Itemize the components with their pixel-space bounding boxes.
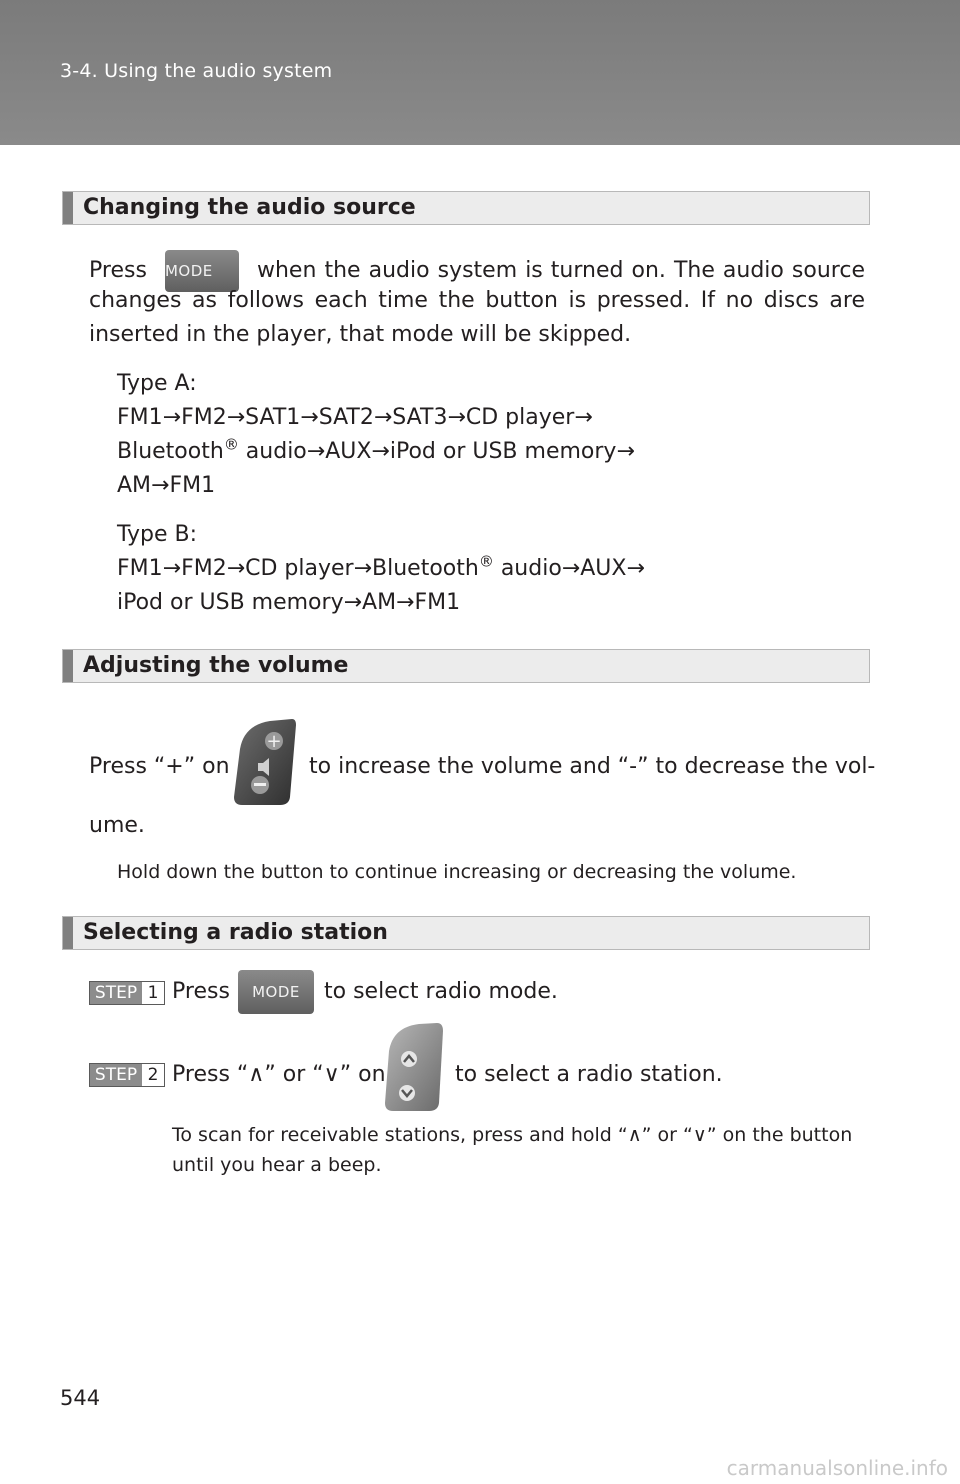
section-accent <box>63 650 73 682</box>
registered-mark: ® <box>223 435 239 454</box>
svg-text:+: + <box>266 731 282 752</box>
step-number: 2 <box>142 1064 164 1086</box>
type-a-sequence-line-1: FM1→FM2→SAT1→SAT2→SAT3→CD player→ <box>117 405 593 430</box>
seek-switch-icon <box>383 1023 445 1113</box>
watermark: carmanualsonline.info <box>726 1456 948 1480</box>
text-sequence: audio→AUX→ <box>493 556 645 581</box>
mode-button-icon: MODE <box>238 970 314 1014</box>
type-b-label: Type B: <box>117 522 198 547</box>
volume-text-line-2: ume. <box>89 813 145 838</box>
type-b-sequence-line-1 <box>117 552 645 586</box>
section-accent <box>63 917 73 949</box>
paragraph-line-3: inserted in the player, that mode will be skipped. <box>89 322 632 347</box>
volume-note: Hold down the button to continue increasing or decreasing the volume. <box>117 861 797 883</box>
header-title: 3-4. Using the audio system <box>60 60 333 82</box>
station-note-line-2: until you hear a beep. <box>172 1154 382 1176</box>
step-2-badge <box>89 1063 165 1087</box>
text-after-mode: when the audio system is turned on. The audio source <box>257 258 865 283</box>
section-heading-label: Selecting a radio station <box>83 920 388 945</box>
step-2-text-before: Press “∧” or “∨” on <box>172 1062 386 1087</box>
station-note-line-1: To scan for receivable stations, press and hold “∧” or “∨” on the button <box>172 1124 853 1146</box>
step-1-text-after: to select radio mode. <box>324 979 558 1004</box>
step-2-text-after: to select a radio station. <box>455 1062 723 1087</box>
paragraph-line-2: changes as follows each time the button is pressed. If no discs are <box>89 288 865 313</box>
volume-switch-icon <box>230 719 298 807</box>
type-a-label: Type A: <box>117 371 197 396</box>
step-1-text-before: Press <box>172 979 230 1004</box>
type-b-sequence-line-2: iPod or USB memory→AM→FM1 <box>117 590 461 615</box>
page-number: 544 <box>60 1386 101 1410</box>
section-heading-label: Adjusting the volume <box>83 653 349 678</box>
text-sequence: audio→AUX→iPod or USB memory→ <box>238 439 635 464</box>
section-heading-label: Changing the audio source <box>83 195 416 220</box>
page-header <box>0 0 960 145</box>
registered-mark: ® <box>478 552 494 571</box>
text-bluetooth: Bluetooth <box>117 439 224 464</box>
step-1-badge <box>89 981 165 1005</box>
volume-text-after: to increase the volume and “-” to decrease the vol- <box>309 754 876 779</box>
step-number: 1 <box>142 982 164 1004</box>
text-press: Press <box>89 258 147 283</box>
section-heading-changing-audio-source <box>62 191 870 225</box>
type-a-sequence-line-2 <box>117 435 635 469</box>
text-sequence: FM1→FM2→CD player→Bluetooth <box>117 556 479 581</box>
step-word: STEP <box>90 982 142 1004</box>
type-a-sequence-line-3: AM→FM1 <box>117 473 216 498</box>
section-heading-adjusting-volume <box>62 649 870 683</box>
step-word: STEP <box>90 1064 142 1086</box>
section-accent <box>63 192 73 224</box>
section-heading-selecting-radio-station <box>62 916 870 950</box>
mode-button-icon: MODE <box>165 250 239 292</box>
volume-text-before: Press “+” on <box>89 754 230 779</box>
